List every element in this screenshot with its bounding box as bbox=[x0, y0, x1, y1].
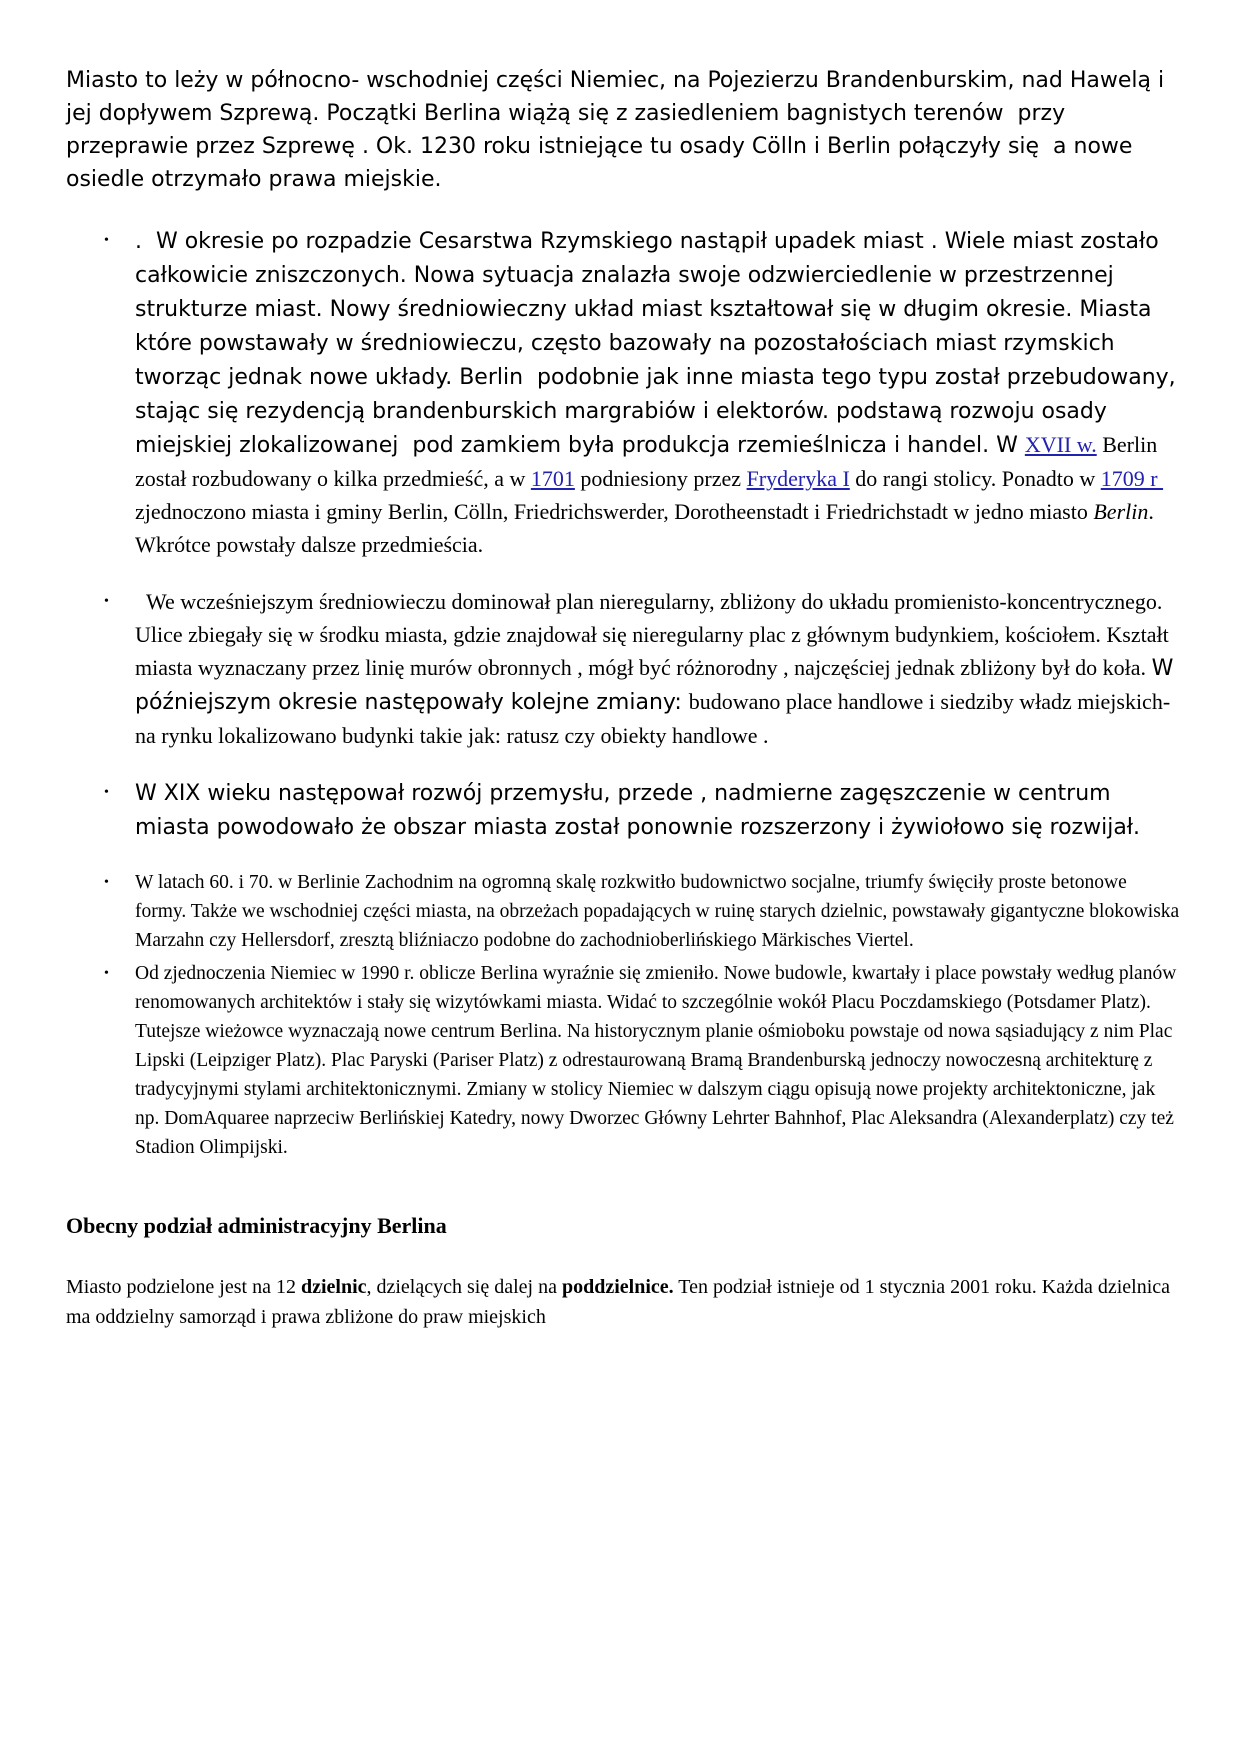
hyperlink[interactable]: 1701 bbox=[530, 466, 575, 491]
hyperlink[interactable]: XVII w. bbox=[1024, 432, 1097, 457]
text-run: zjednoczono miasta i gminy Berlin, Cölln, Friedrichswerder, Dorotheenstadt i Friedrichstadt w jedno miasto bbox=[135, 466, 1169, 524]
section-heading: Obecny podział administracyjny Berlina bbox=[66, 1213, 447, 1238]
text-run: podniesiony przez bbox=[574, 466, 747, 491]
bullet-icon: • bbox=[104, 233, 109, 248]
bullet-icon: • bbox=[104, 785, 109, 800]
list-item bbox=[66, 959, 1180, 1162]
bullet-icon: • bbox=[104, 966, 109, 981]
list-item bbox=[66, 776, 1180, 844]
text-run: Miasto podzielone jest na 12 bbox=[66, 1276, 301, 1298]
hyperlink[interactable]: Fryderyka I bbox=[746, 466, 850, 491]
bullet-icon: • bbox=[104, 594, 109, 609]
list-item bbox=[66, 585, 1180, 752]
list-item-text bbox=[135, 963, 1181, 1158]
text-run: Ten podział istnieje od 1 stycznia 2001 roku. Każda dzielnica ma oddzielny samorząd i prawa zbliżone do praw miejskich bbox=[66, 1276, 1176, 1328]
text-run: do rangi stolicy. Ponadto w bbox=[849, 466, 1101, 491]
hyperlink[interactable]: 1709 r bbox=[1100, 466, 1164, 491]
text-run: . Wkrótce powstały dalsze przedmieścia. bbox=[135, 499, 1159, 557]
text-run: Od zjednoczenia Niemiec w 1990 r. oblicze Berlina wyraźnie się zmieniło. Nowe budowle, kwartały i place powstały według planów renomowanych architektów i stały się wizytówkami miasta. Widać to szczególnie wokół Placu Poczdamskiego (Potsdamer Platz). Tutejsze wieżowce wyznaczają nowe centrum Berlina. Na historycznym planie ośmioboku powstaje od nowa sąsiadujący z nim Plac Lipski (Leipziger Platz). Plac Paryski (Pariser Platz) z odrestaurowaną Bramą Brandenburską jednoczy nowoczesną architekturę z tradycyjnymi stylami architektonicznymi. Zmiany w stolicy Niemiec w dalszym ciągu opisują nowe projekty architektoniczne, jak np. DomAquaree naprzeciw Berlińskiej Katedry, nowy Dworzec Główny Lehrter Bahnhof, Plac Aleksandra (Alexanderplatz) czy też Stadion Olimpijski. bbox=[135, 963, 1182, 1158]
text-run: dzielnic bbox=[300, 1276, 367, 1298]
text-run: W latach 60. i 70. w Berlinie Zachodnim na ogromną skalę rozkwitło budownictwo socjalne, triumfy święciły proste betonowe formy. Także we wschodniej części miasta, na obrzeżach popadających w ruinę starych dzielnic, powstawały gigantyczne blokowiska Marzahn czy Hellersdorf, zresztą bliźniaczo podobne do zachodnioberlińskiego Märkisches Viertel. bbox=[135, 872, 1185, 951]
text-run: W późniejszym okresie następowały kolejne zmiany: bbox=[135, 656, 1181, 715]
list-item-text bbox=[135, 780, 1140, 839]
text-run: We wcześniejszym średniowieczu dominował plan nieregularny, zbliżony do układu promienisto-koncentrycznego. Ulice zbiegały się w środku miasta, gdzie znajdował się nieregularny plac z głównym budynkiem, kościołem. Kształt miasta wyznaczany przez linię murów obronnych , mógł być różnorodny , najczęściej jednak zbliżony był do koła. bbox=[135, 589, 1175, 680]
text-run: Miasto to leży w północno- wschodniej części Niemiec, na Pojezierzu Brandenburskim, nad Hawelą i jej dopływem Szprewą. Początki Berlina wiążą się z zasiedleniem bagnistych terenów przy przeprawie przez Szprewę . Ok. 1230 roku istniejące tu osady Cölln i Berlin połączyły się a nowe osiedle otrzymało prawa miejskie. bbox=[66, 68, 1172, 192]
bullet-list bbox=[66, 224, 1185, 1162]
text-run: . W okresie po rozpadzie Cesarstwa Rzymskiego nastąpił upadek miast . Wiele miast zostało całkowicie zniszczonych. Nowa sytuacja znalazła swoje odzwierciedlenie w przestrzennej strukturze miast. Nowy średniowieczny układ miast kształtował się w długim okresie. Miasta które powstawały w średniowieczu, często bazowały na pozostałościach miast rzymskich tworząc jednak nowe układy. Berlin podobnie jak inne miasta tego typu został przebudowany, stając się rezydencją brandenburskich margrabiów i elektorów. podstawą rozwoju osady miejskiej zlokalizowanej pod zamkiem była produkcja rzemieślnicza i handel. W bbox=[135, 229, 1183, 458]
closing-paragraph bbox=[66, 1272, 1180, 1332]
text-run: , dzielących się dalej na bbox=[366, 1276, 562, 1298]
text-run: W XIX wieku następował rozwój przemysłu, przede , nadmierne zagęszczenie w centrum miasta powodowało że obszar miasta został ponownie rozszerzony i żywiołowo się rozwijał. bbox=[135, 781, 1141, 840]
list-item bbox=[66, 224, 1183, 561]
list-item-text bbox=[135, 589, 1180, 748]
text-run: Berlin został rozbudowany o kilka przedmieść, a w bbox=[135, 432, 1163, 491]
list-item bbox=[66, 868, 1185, 955]
bullet-icon: • bbox=[104, 875, 109, 890]
text-run: poddzielnice. bbox=[561, 1276, 674, 1298]
list-item-text bbox=[135, 228, 1183, 557]
text-run: Berlin bbox=[1093, 499, 1149, 524]
list-item-text bbox=[135, 872, 1184, 951]
text-run: budowano place handlowe i siedziby władz miejskich-na rynku lokalizowano budynki takie jak: ratusz czy obiekty handlowe . bbox=[135, 689, 1171, 748]
intro-paragraph bbox=[66, 64, 1180, 196]
